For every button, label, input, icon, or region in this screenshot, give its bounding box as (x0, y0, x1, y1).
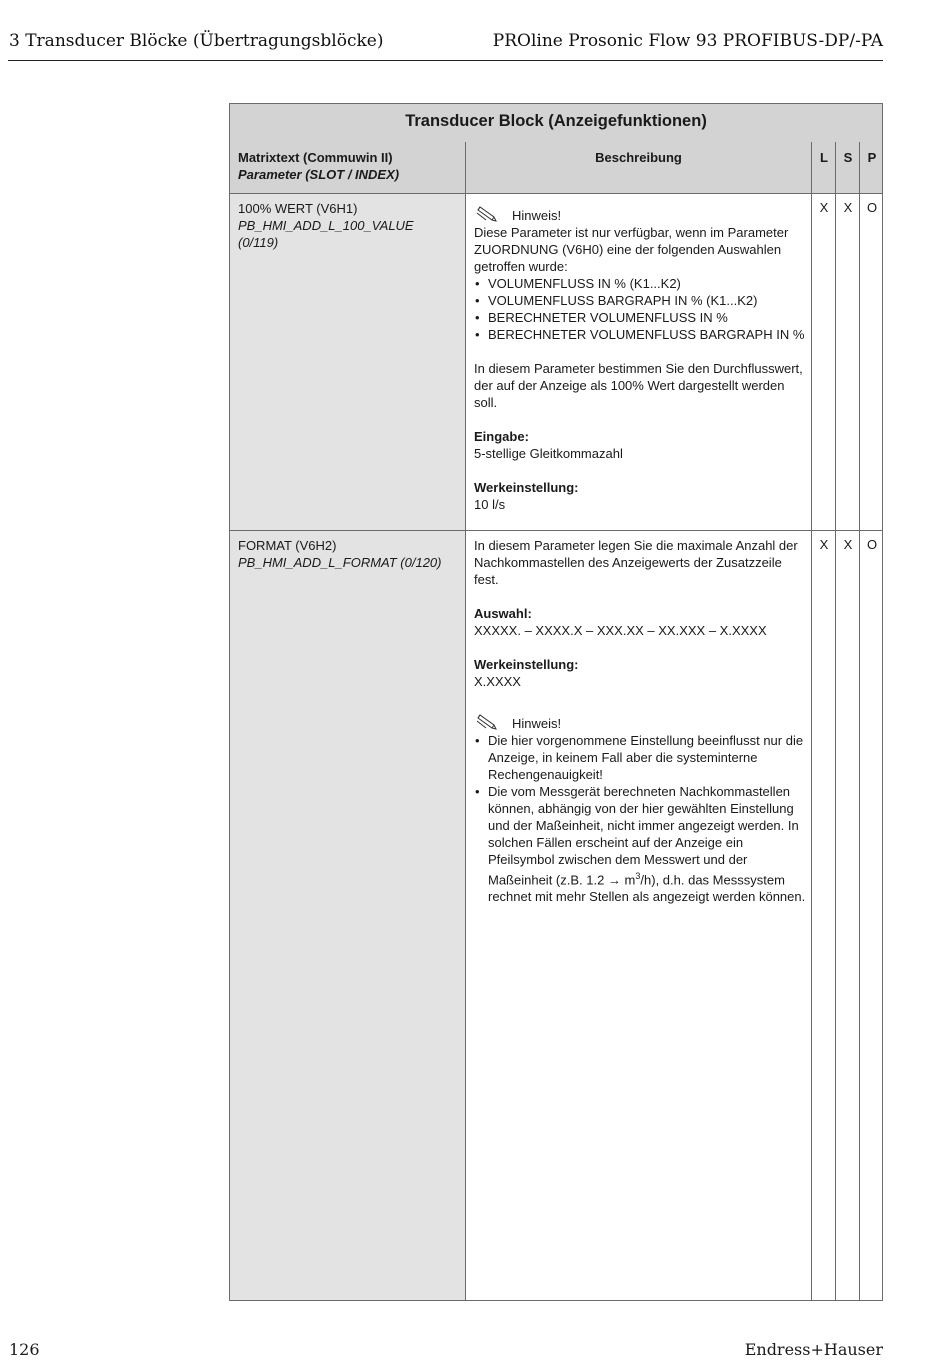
header-s: S (843, 150, 853, 165)
page-number: 126 (9, 1340, 40, 1359)
row2-bullet2-a: Die vom Messgerät berechneten Nachkommastellen können, abhängig von der hier gewählten Einstellung und der Maßeinheit, nicht immer angezeigt werden. In solchen Fällen erscheint auf der Anzeige ein Pfeilsymbol zwischen dem Messwert und der Maßeinheit (z.B. 1.2 → m (488, 784, 799, 888)
header-matrix-col (238, 149, 399, 183)
row1-bullet-list (474, 275, 809, 343)
row2-bullet2-sup: 3 (635, 871, 641, 881)
list-item: • BERECHNETER VOLUMENFLUSS IN % (474, 309, 809, 326)
row1-hint-label: Hinweis! (512, 208, 562, 223)
row1-input-label: Eingabe: (474, 429, 529, 444)
header-rule (8, 60, 883, 61)
col-divider-p (859, 142, 860, 1300)
row1-hint-text: Diese Parameter ist nur verfügbar, wenn im Parameter ZUORDNUNG (V6H0) eine der folgenden Auswahlen getroffen wurde: (474, 225, 789, 274)
row1-input-value: 5-stellige Gleitkommazahl (474, 446, 623, 461)
list-item: • VOLUMENFLUSS IN % (K1...K2) (474, 275, 809, 292)
row1-l-mark: X (819, 200, 829, 215)
table-title: Transducer Block (Anzeigefunktionen) (405, 112, 707, 130)
row2-l-mark: X (819, 537, 829, 552)
header-p: P (867, 150, 877, 165)
header-divider (230, 193, 882, 194)
header-description: Beschreibung (595, 150, 682, 165)
row2-s-mark: X (843, 537, 853, 552)
row2-bullet-list (474, 732, 809, 905)
row-divider (230, 530, 882, 531)
running-header-chapter: 3 Transducer Blöcke (Übertragungsblöcke) (9, 31, 384, 51)
row2-default-value: X.XXXX (474, 674, 521, 689)
row1-default-value: 10 l/s (474, 497, 506, 512)
row2-description (474, 537, 809, 905)
row2-name: FORMAT (V6H2) (238, 538, 337, 553)
row1-p-mark: O (866, 200, 878, 215)
row1-param-cell (238, 200, 414, 251)
row1-index: (0/119) (238, 235, 279, 250)
row1-default-label: Werkeinstellung: (474, 480, 579, 495)
row2-default-label: Werkeinstellung: (474, 657, 579, 672)
row2-select-label: Auswahl: (474, 606, 532, 621)
row2-select-value: XXXXX. – XXXX.X – XXX.XX – XX.XXX – X.XXXX (474, 623, 767, 638)
row1-desc: In diesem Parameter bestimmen Sie den Durchflusswert, der auf der Anzeige als 100% Wert dargestellt werden soll. (474, 361, 803, 410)
row2-bullet2-b: /h), d.h. das Messsystem rechnet mit mehr Stellen als angezeigt werden können. (488, 872, 806, 905)
row2-param-cell (238, 537, 442, 571)
row2-desc: In diesem Parameter legen Sie die maximale Anzahl der Nachkommastellen des Anzeigewerts der Zusatzzeile fest. (474, 538, 798, 587)
running-header-product: PROline Prosonic Flow 93 PROFIBUS-DP/-PA (492, 31, 883, 51)
row1-hint (474, 204, 809, 224)
row2-p-mark: O (866, 537, 878, 552)
transducer-block-table (229, 103, 883, 1301)
row2-hint (474, 712, 809, 732)
pencil-icon (474, 712, 504, 732)
param-column-background (230, 193, 465, 1300)
brand-name: Endress+Hauser (744, 1340, 883, 1359)
row1-description (474, 204, 809, 513)
row1-s-mark: X (843, 200, 853, 215)
header-matrix-text: Matrixtext (Commuwin II) (238, 150, 393, 165)
pencil-icon (474, 204, 504, 224)
header-l: L (820, 150, 828, 165)
row2-param: PB_HMI_ADD_L_FORMAT (0/120) (238, 555, 442, 570)
list-item: • VOLUMENFLUSS BARGRAPH IN % (K1...K2) (474, 292, 809, 309)
col-divider-l (811, 142, 812, 1300)
row1-name: 100% WERT (V6H1) (238, 201, 358, 216)
col-divider-s (835, 142, 836, 1300)
row1-param: PB_HMI_ADD_L_100_VALUE (238, 218, 414, 233)
header-param-text: Parameter (SLOT / INDEX) (238, 167, 400, 182)
list-item (474, 783, 809, 905)
col-divider-desc (465, 142, 466, 1300)
list-item: • BERECHNETER VOLUMENFLUSS BARGRAPH IN % (474, 326, 809, 343)
row2-hint-label: Hinweis! (512, 716, 562, 731)
list-item: • Die hier vorgenommene Einstellung beeinflusst nur die Anzeige, in keinem Fall aber die systeminterne Rechengenauigkeit! (474, 732, 809, 783)
